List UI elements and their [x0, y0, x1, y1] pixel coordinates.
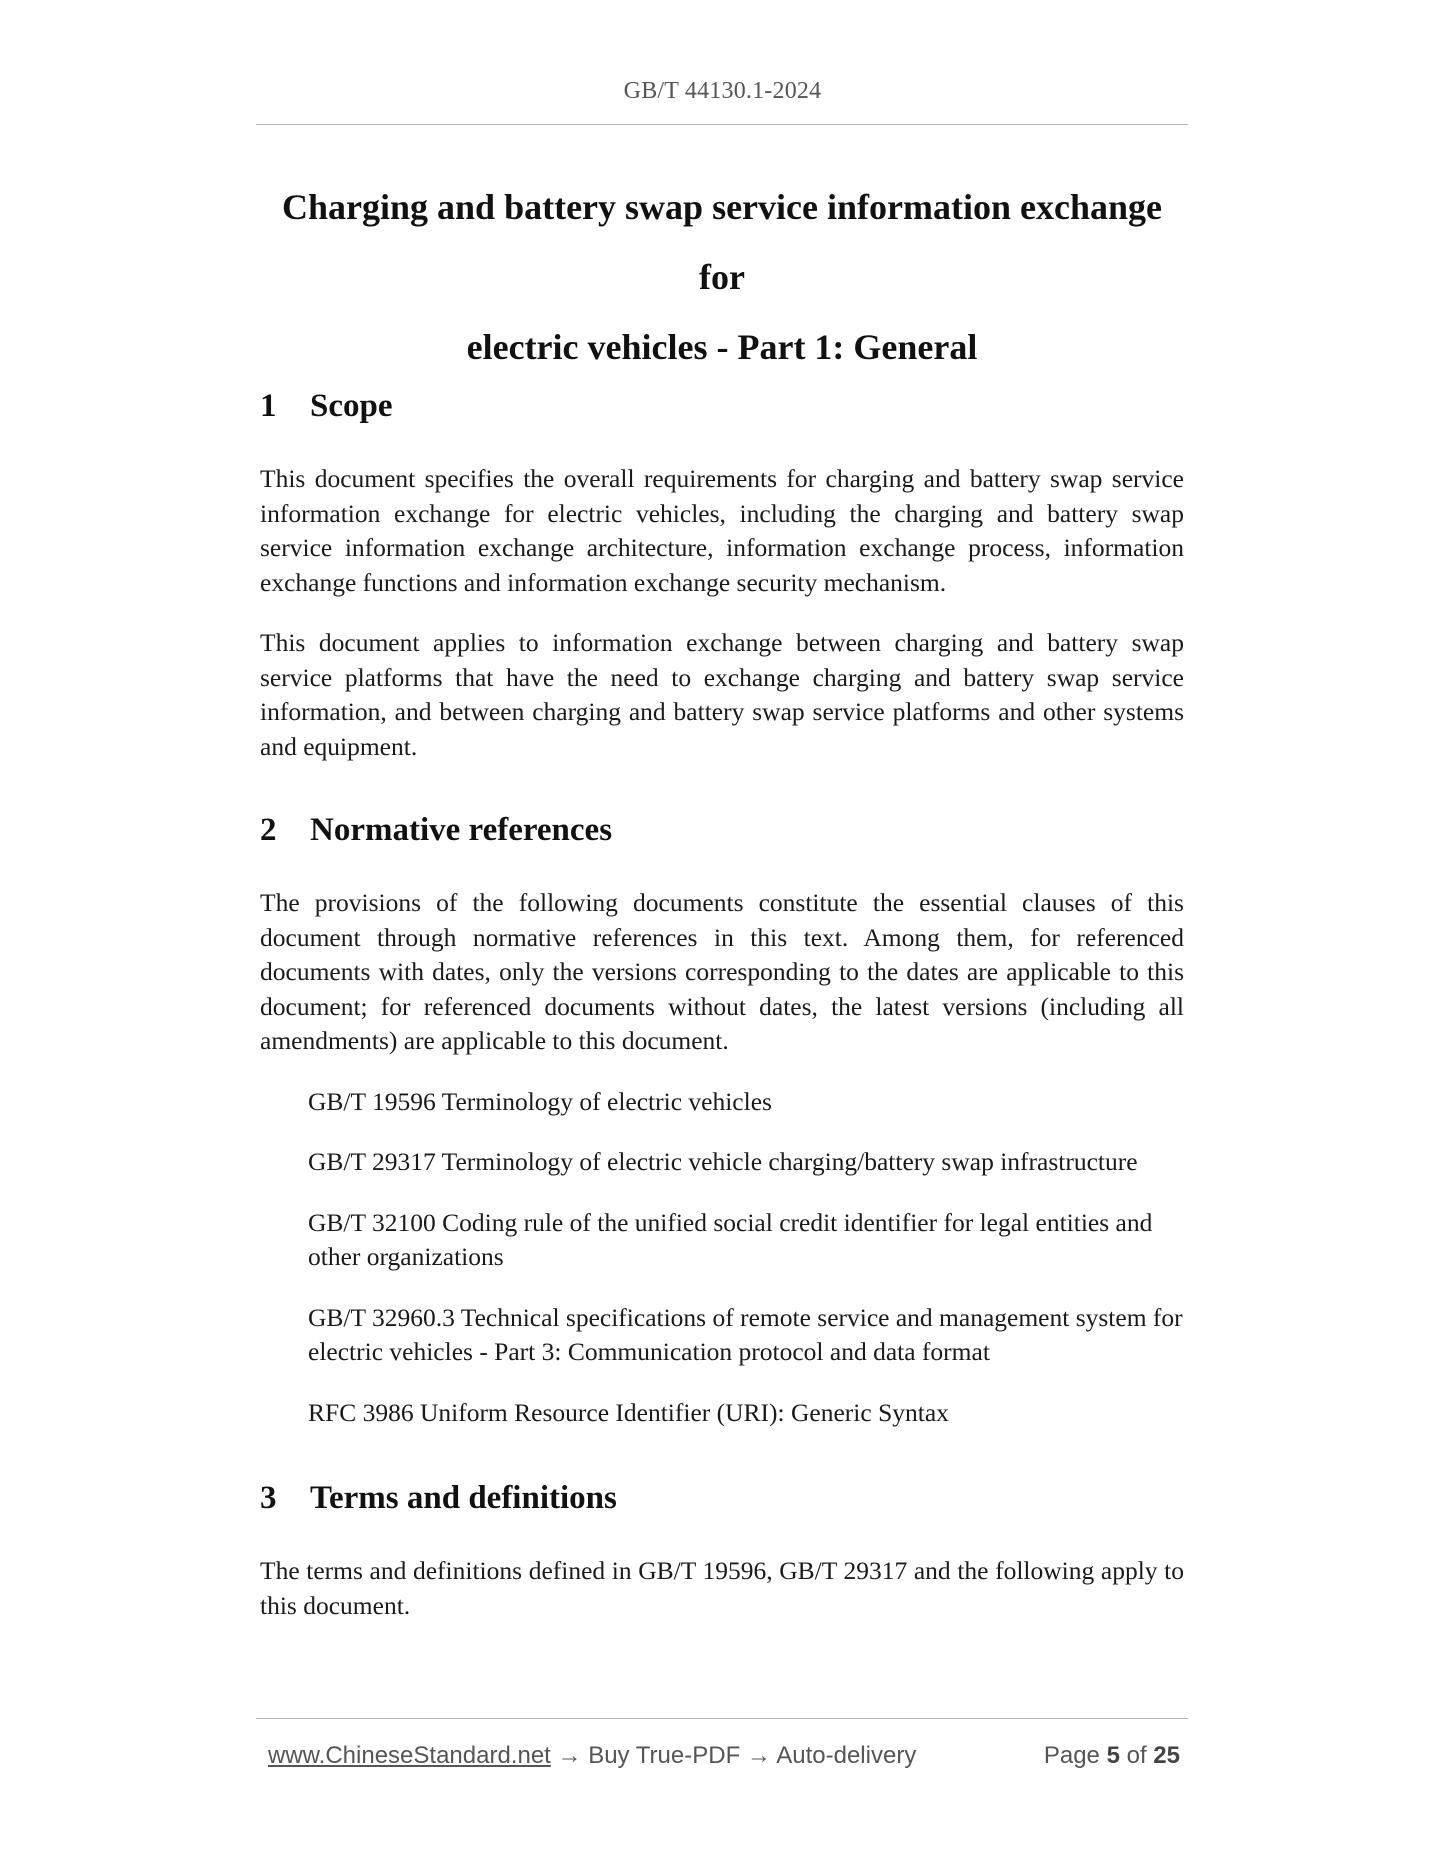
header-divider	[256, 124, 1188, 125]
section-heading-terms-and-definitions	[260, 1480, 1184, 1517]
buy-true-pdf-text: Buy True-PDF	[588, 1742, 741, 1769]
reference-item: GB/T 19596 Terminology of electric vehicles	[308, 1086, 772, 1116]
of-label: of	[1126, 1742, 1147, 1769]
page-footer	[268, 1742, 1180, 1774]
terms-paragraph: The terms and definitions defined in GB/T 19596, GB/T 29317 and the following apply to this document.	[260, 1556, 1184, 1620]
auto-delivery-text: Auto-delivery	[776, 1742, 917, 1769]
title-line-1: Charging and battery swap service information exchange for	[282, 187, 1162, 297]
section-title: Terms and definitions	[310, 1480, 617, 1516]
scope-paragraph-1: This document specifies the overall requirements for charging and battery swap service information exchange for electric vehicles, including the charging and battery swap service information exchange architecture, information exchange process, information exchange functions and information exchange security mechanism.	[260, 464, 1184, 597]
section-number: 1	[260, 388, 277, 424]
normative-references-paragraph: The provisions of the following documents constitute the essential clauses of this document through normative references in this text. Among them, for referenced documents with dates, only the versions corresponding to the dates are applicable to this document; for referenced documents without dates, the latest versions (including all amendments) are applicable to this document.	[260, 888, 1184, 1055]
section-normative-references	[260, 812, 1184, 1430]
page-label: Page	[1043, 1742, 1100, 1769]
title-line-2: electric vehicles - Part 1: General	[466, 327, 978, 367]
section-terms-and-definitions	[260, 1480, 1184, 1623]
footer-promo	[268, 1742, 916, 1770]
scope-paragraph-2: This document applies to information exchange between charging and battery swap service platforms that have the need to exchange charging and battery swap service information, and between charging and battery swap service platforms and other systems and equipment.	[260, 628, 1184, 761]
section-title: Normative references	[310, 812, 613, 848]
reference-item: GB/T 32960.3 Technical specifications of remote service and management system for electric vehicles - Part 3: Communication protocol and data format	[308, 1302, 1183, 1366]
reference-item: GB/T 32100 Coding rule of the unified social credit identifier for legal entities and other organizations	[308, 1207, 1153, 1271]
footer-divider	[256, 1718, 1188, 1719]
section-number: 3	[260, 1480, 277, 1516]
website-link[interactable]: www.ChineseStandard.net	[268, 1742, 551, 1769]
section-scope	[260, 388, 1184, 764]
current-page-number: 5	[1106, 1742, 1120, 1769]
reference-item: GB/T 29317 Terminology of electric vehicle charging/battery swap infrastructure	[308, 1147, 1138, 1176]
page-indicator	[1044, 1742, 1180, 1770]
arrow-right-icon: →	[746, 1742, 771, 1769]
section-heading-scope	[260, 388, 1184, 425]
reference-item: RFC 3986 Uniform Resource Identifier (URI): Generic Syntax	[308, 1397, 949, 1427]
arrow-right-icon: →	[557, 1742, 582, 1769]
section-title: Scope	[310, 388, 393, 424]
section-number: 2	[260, 812, 277, 848]
header-standard-code: GB/T 44130.1-2024	[623, 78, 822, 104]
document-title	[256, 172, 1188, 382]
section-heading-normative-references	[260, 812, 1184, 849]
total-page-count: 25	[1153, 1742, 1180, 1769]
